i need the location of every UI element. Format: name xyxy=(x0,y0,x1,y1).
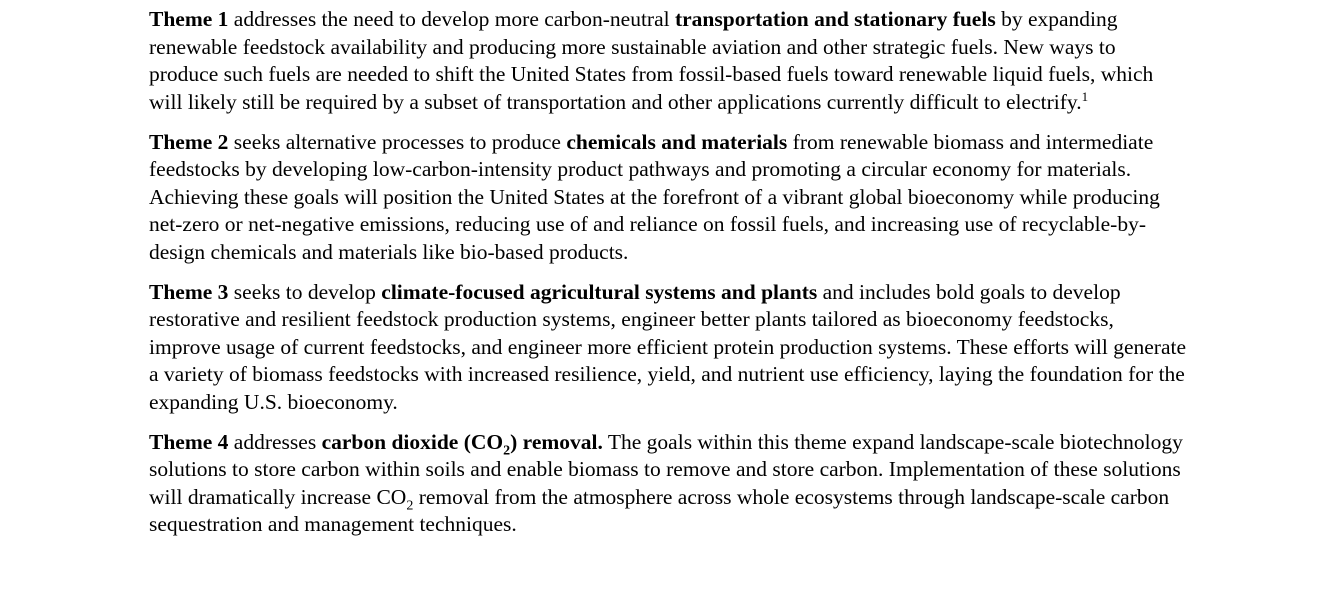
theme-4-body-subscript: 2 xyxy=(406,497,414,513)
theme-2-focus: chemicals and materials xyxy=(566,129,788,154)
theme-4-paragraph xyxy=(149,429,1189,539)
theme-2-body: from renewable biomass and intermediate feedstocks by developing low-carbon-intensity product pathways and promoting a circular economy for materials. Achieving these goals will position the United States at the forefront of a vibrant global bioeconomy while producing net-zero or net-negative emissions, reducing use of and reliance on fossil fuels, and increasing use of recyclable-by-design chemicals and materials like bio-based products. xyxy=(149,129,1160,264)
theme-2-label: Theme 2 xyxy=(149,129,229,154)
theme-3-focus: climate-focused agricultural systems and plants xyxy=(381,279,818,304)
theme-3-body: and includes bold goals to develop restorative and resilient feedstock production systems, engineer better plants tailored as bioeconomy feedstocks, improve usage of current feedstocks, and engineer more efficient protein production systems. These efforts will generate a variety of biomass feedstocks with increased resilience, yield, and nutrient use efficiency, laying the foundation for the expanding U.S. bioeconomy. xyxy=(149,279,1187,414)
theme-4-body-end: removal from the atmosphere across whole ecosystems through landscape-scale carbon sequestration and management techniques. xyxy=(149,484,1170,536)
theme-4-focus-subscript: 2 xyxy=(503,442,511,458)
theme-1-focus: transportation and stationary fuels xyxy=(674,7,996,31)
theme-4-label: Theme 4 xyxy=(149,429,229,454)
theme-2-paragraph xyxy=(149,129,1189,267)
theme-3-paragraph xyxy=(149,279,1189,417)
theme-2-intro: seeks alternative processes to produce xyxy=(228,129,567,154)
document-body xyxy=(149,6,1189,551)
theme-4-body: The goals within this theme expand landscape-scale biotechnology solutions to store carbon within soils and enable biomass to remove and store carbon. Implementation of these solutions will dramatically increase CO xyxy=(149,429,1183,509)
theme-3-label: Theme 3 xyxy=(149,279,229,304)
theme-1-label: Theme 1 xyxy=(149,7,229,31)
theme-1-paragraph xyxy=(149,6,1189,116)
theme-4-focus-start: carbon dioxide (CO xyxy=(321,429,504,454)
theme-4-focus-end: ) removal. xyxy=(510,429,603,454)
footnote-marker[interactable]: 1 xyxy=(1081,88,1089,104)
theme-1-body: by expanding renewable feedstock availability and producing more sustainable aviation and other strategic fuels. New ways to produce such fuels are needed to shift the United States from fossil-based fuels toward renewable liquid fuels, which will likely still be required by a subset of transportation and other applications currently difficult to electrify. xyxy=(149,7,1154,114)
theme-4-intro: addresses xyxy=(228,429,322,454)
theme-3-intro: seeks to develop xyxy=(228,279,382,304)
theme-4-focus xyxy=(321,429,603,458)
theme-1-intro: addresses the need to develop more carbon-neutral xyxy=(228,7,675,31)
